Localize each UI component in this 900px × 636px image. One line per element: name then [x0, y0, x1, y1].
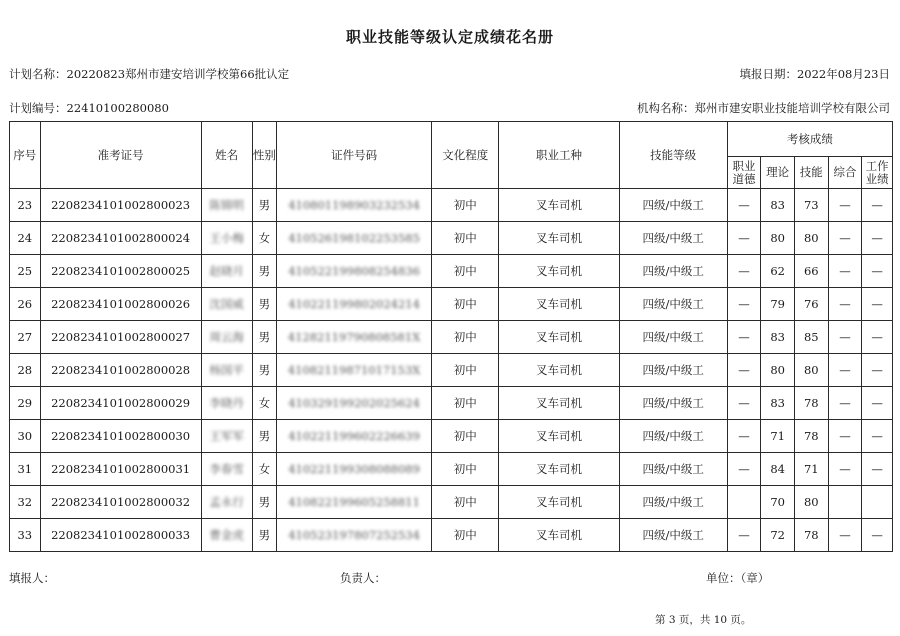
cell-level: 四级/中级工 — [619, 321, 727, 354]
cell-ethics: — — [727, 255, 761, 288]
cell-trade: 叉车司机 — [499, 321, 619, 354]
header-ethics: 职业道德 — [727, 157, 761, 189]
cell-ticket: 2208234101002800024 — [40, 222, 201, 255]
cell-name-text: 陈锦明 — [209, 198, 244, 212]
cell-theory: 70 — [761, 486, 795, 519]
cell-overall: — — [828, 387, 862, 420]
cell-edu: 初中 — [432, 222, 499, 255]
page-title: 职业技能等级认定成绩花名册 — [345, 28, 554, 46]
cell-cert — [277, 354, 432, 387]
org-value: 郑州市建安职业技能培训学校有限公司 — [694, 101, 890, 115]
cell-level: 四级/中级工 — [619, 387, 727, 420]
header-cert: 证件号码 — [277, 122, 432, 189]
cell-cert-text: 410221199802024214 — [288, 297, 420, 311]
cell-edu: 初中 — [432, 486, 499, 519]
cell-edu: 初中 — [432, 387, 499, 420]
cell-cert-text: 41082119871017153X — [287, 363, 421, 377]
cell-ethics: — — [727, 387, 761, 420]
cell-edu: 初中 — [432, 189, 499, 222]
cell-gender: 男 — [252, 519, 276, 552]
cell-theory: 80 — [761, 222, 795, 255]
cell-overall — [828, 486, 862, 519]
header-gender: 性别 — [252, 122, 276, 189]
cell-gender: 女 — [252, 387, 276, 420]
cell-work: — — [862, 387, 893, 420]
cell-name — [201, 321, 252, 354]
cell-skill: 76 — [794, 288, 828, 321]
cell-work: — — [862, 420, 893, 453]
cell-gender: 女 — [252, 222, 276, 255]
cell-name-text: 杨国平 — [209, 363, 244, 377]
cell-ethics: — — [727, 453, 761, 486]
header-name: 姓名 — [201, 122, 252, 189]
cell-skill: 80 — [794, 486, 828, 519]
cell-skill: 78 — [794, 519, 828, 552]
cell-work: — — [862, 288, 893, 321]
cell-ticket: 2208234101002800030 — [40, 420, 201, 453]
cell-work: — — [862, 354, 893, 387]
cell-theory: 79 — [761, 288, 795, 321]
cell-overall: — — [828, 354, 862, 387]
cell-work: — — [862, 321, 893, 354]
header-work: 工作业绩 — [862, 157, 893, 189]
cell-name — [201, 420, 252, 453]
cell-ethics: — — [727, 519, 761, 552]
header-trade: 职业工种 — [499, 122, 619, 189]
cell-cert-text: 410221199602226639 — [288, 429, 420, 443]
cell-name — [201, 354, 252, 387]
cell-cert — [277, 519, 432, 552]
cell-cert — [277, 189, 432, 222]
cell-cert-text: 410526198102253585 — [288, 231, 420, 245]
plan-no-line — [9, 100, 169, 116]
cell-name-text: 孟永行 — [209, 495, 244, 509]
cell-ticket: 220823410100280002​3 — [40, 189, 201, 222]
cell-gender: 男 — [252, 354, 276, 387]
cell-name — [201, 189, 252, 222]
org-label: 机构名称： — [637, 101, 695, 115]
cell-ticket: 2208234101002800027 — [40, 321, 201, 354]
table-row — [10, 255, 893, 288]
cell-skill: 71 — [794, 453, 828, 486]
report-date-label: 填报日期： — [739, 67, 797, 81]
cell-gender: 男 — [252, 420, 276, 453]
table-row — [10, 321, 893, 354]
cell-ticket: 2208234101002800028 — [40, 354, 201, 387]
cell-level: 四级/中级工 — [619, 189, 727, 222]
header-ticket: 准考证号 — [40, 122, 201, 189]
cell-seq: 24 — [10, 222, 41, 255]
cell-cert-text: 410523197807252534 — [288, 528, 420, 542]
cell-skill: 66 — [794, 255, 828, 288]
cell-name-text: 李春雪 — [209, 462, 244, 476]
cell-name-text: 王军军 — [209, 429, 244, 443]
cell-ticket: 2208234101002800026 — [40, 288, 201, 321]
header-theory: 理论 — [761, 157, 795, 189]
cell-ethics: — — [727, 321, 761, 354]
cell-ethics: — — [727, 354, 761, 387]
cell-seq: 32 — [10, 486, 41, 519]
cell-cert — [277, 420, 432, 453]
cell-level: 四级/中级工 — [619, 486, 727, 519]
cell-skill: 80 — [794, 354, 828, 387]
cell-name — [201, 288, 252, 321]
page-indicator: 第 3 页，共 10 页。 — [655, 614, 752, 626]
header-overall: 综合 — [828, 157, 862, 189]
cell-skill: 73 — [794, 189, 828, 222]
cell-trade: 叉车司机 — [499, 420, 619, 453]
cell-seq: 25 — [10, 255, 41, 288]
cell-work: — — [862, 255, 893, 288]
cell-cert-text: 410522199808254836 — [288, 264, 420, 278]
cell-seq: 26 — [10, 288, 41, 321]
cell-trade: 叉车司机 — [499, 453, 619, 486]
cell-theory: 83 — [761, 387, 795, 420]
cell-gender: 男 — [252, 255, 276, 288]
filler-label: 填报人： — [9, 571, 55, 585]
score-table — [9, 121, 893, 552]
cell-ethics: — — [727, 288, 761, 321]
cell-edu: 初中 — [432, 288, 499, 321]
cell-cert-text: 410221199308088089 — [288, 462, 420, 476]
cell-cert — [277, 453, 432, 486]
cell-ticket: 2208234101002800025 — [40, 255, 201, 288]
cell-overall: — — [828, 255, 862, 288]
table-row — [10, 354, 893, 387]
cell-edu: 初中 — [432, 354, 499, 387]
cell-work: — — [862, 222, 893, 255]
cell-ticket: 2208234101002800032 — [40, 486, 201, 519]
plan-no-label: 计划编号： — [9, 101, 67, 115]
cell-seq: 23 — [10, 189, 41, 222]
header-skill: 技能 — [794, 157, 828, 189]
header-level: 技能等级 — [619, 122, 727, 189]
plan-no-value: 22410100280080 — [66, 101, 169, 115]
plan-name-label: 计划名称： — [9, 67, 67, 81]
cell-edu: 初中 — [432, 519, 499, 552]
cell-work: — — [862, 519, 893, 552]
cell-trade: 叉车司机 — [499, 189, 619, 222]
cell-overall: — — [828, 519, 862, 552]
cell-trade: 叉车司机 — [499, 255, 619, 288]
table-row — [10, 420, 893, 453]
cell-cert-text: 41282119790808581X — [287, 330, 421, 344]
cell-cert — [277, 486, 432, 519]
cell-trade: 叉车司机 — [499, 288, 619, 321]
cell-cert — [277, 288, 432, 321]
cell-overall: — — [828, 189, 862, 222]
cell-cert-text: 410801198903232534 — [288, 198, 420, 212]
cell-edu: 初中 — [432, 453, 499, 486]
plan-name-value: 20220823郑州市建安培训学校第66批认定 — [66, 67, 290, 81]
cell-edu: 初中 — [432, 255, 499, 288]
cell-theory: 80 — [761, 354, 795, 387]
cell-cert — [277, 255, 432, 288]
responsible-label: 负责人： — [340, 571, 386, 585]
cell-level: 四级/中级工 — [619, 420, 727, 453]
cell-ethics — [727, 486, 761, 519]
cell-work — [862, 486, 893, 519]
cell-skill: 78 — [794, 387, 828, 420]
table-row — [10, 453, 893, 486]
table-row — [10, 189, 893, 222]
cell-level: 四级/中级工 — [619, 255, 727, 288]
table-body — [10, 189, 893, 552]
cell-name — [201, 486, 252, 519]
cell-skill: 80 — [794, 222, 828, 255]
table-row — [10, 222, 893, 255]
unit-stamp-label: 单位：（章） — [706, 571, 770, 585]
cell-seq: 29 — [10, 387, 41, 420]
plan-name-line — [9, 66, 289, 82]
cell-theory: 71 — [761, 420, 795, 453]
cell-name-text: 曹金虎 — [209, 528, 244, 542]
cell-cert-text: 410329199202025624 — [288, 396, 420, 410]
table-row — [10, 486, 893, 519]
cell-theory: 84 — [761, 453, 795, 486]
cell-theory: 83 — [761, 321, 795, 354]
cell-cert — [277, 321, 432, 354]
table-row — [10, 519, 893, 552]
cell-gender: 男 — [252, 321, 276, 354]
cell-name — [201, 387, 252, 420]
cell-overall: — — [828, 288, 862, 321]
cell-gender: 女 — [252, 453, 276, 486]
cell-cert — [277, 387, 432, 420]
cell-ticket: 2208234101002800033 — [40, 519, 201, 552]
cell-trade: 叉车司机 — [499, 354, 619, 387]
cell-name-text: 王小梅 — [209, 231, 244, 245]
cell-name-text: 周云海 — [209, 330, 244, 344]
report-date-value: 2022年08月23日 — [796, 67, 890, 81]
cell-name-text: 李晓丹 — [209, 396, 244, 410]
cell-name — [201, 453, 252, 486]
cell-seq: 31 — [10, 453, 41, 486]
cell-theory: 83 — [761, 189, 795, 222]
cell-theory: 62 — [761, 255, 795, 288]
cell-seq: 27 — [10, 321, 41, 354]
cell-seq: 33 — [10, 519, 41, 552]
cell-cert-text: 410822199605258811 — [288, 495, 420, 509]
cell-seq: 30 — [10, 420, 41, 453]
header-seq: 序号 — [10, 122, 41, 189]
cell-ethics: — — [727, 189, 761, 222]
cell-work: — — [862, 453, 893, 486]
table-row — [10, 288, 893, 321]
cell-gender: 男 — [252, 486, 276, 519]
cell-trade: 叉车司机 — [499, 387, 619, 420]
cell-seq: 28 — [10, 354, 41, 387]
cell-ticket: 2208234101002800029 — [40, 387, 201, 420]
cell-overall: — — [828, 321, 862, 354]
table-row — [10, 387, 893, 420]
cell-edu: 初中 — [432, 321, 499, 354]
cell-overall: — — [828, 453, 862, 486]
cell-ticket: 2208234101002800031 — [40, 453, 201, 486]
cell-level: 四级/中级工 — [619, 519, 727, 552]
cell-name — [201, 222, 252, 255]
cell-overall: — — [828, 420, 862, 453]
org-line — [637, 100, 890, 116]
cell-trade: 叉车司机 — [499, 519, 619, 552]
cell-skill: 85 — [794, 321, 828, 354]
cell-name-text: 赵晓月 — [209, 264, 244, 278]
header-edu: 文化程度 — [432, 122, 499, 189]
cell-name-text: 沈国威 — [209, 297, 244, 311]
cell-skill: 78 — [794, 420, 828, 453]
header-scores: 考核成绩 — [727, 122, 892, 157]
cell-work: — — [862, 189, 893, 222]
cell-ethics: — — [727, 222, 761, 255]
report-date-line — [739, 66, 890, 82]
cell-trade: 叉车司机 — [499, 486, 619, 519]
cell-gender: 男 — [252, 288, 276, 321]
cell-overall: — — [828, 222, 862, 255]
cell-edu: 初中 — [432, 420, 499, 453]
cell-trade: 叉车司机 — [499, 222, 619, 255]
cell-level: 四级/中级工 — [619, 453, 727, 486]
cell-name — [201, 255, 252, 288]
cell-level: 四级/中级工 — [619, 222, 727, 255]
cell-level: 四级/中级工 — [619, 288, 727, 321]
cell-gender: 男 — [252, 189, 276, 222]
cell-theory: 72 — [761, 519, 795, 552]
cell-ethics: — — [727, 420, 761, 453]
cell-cert — [277, 222, 432, 255]
cell-name — [201, 519, 252, 552]
cell-level: 四级/中级工 — [619, 354, 727, 387]
